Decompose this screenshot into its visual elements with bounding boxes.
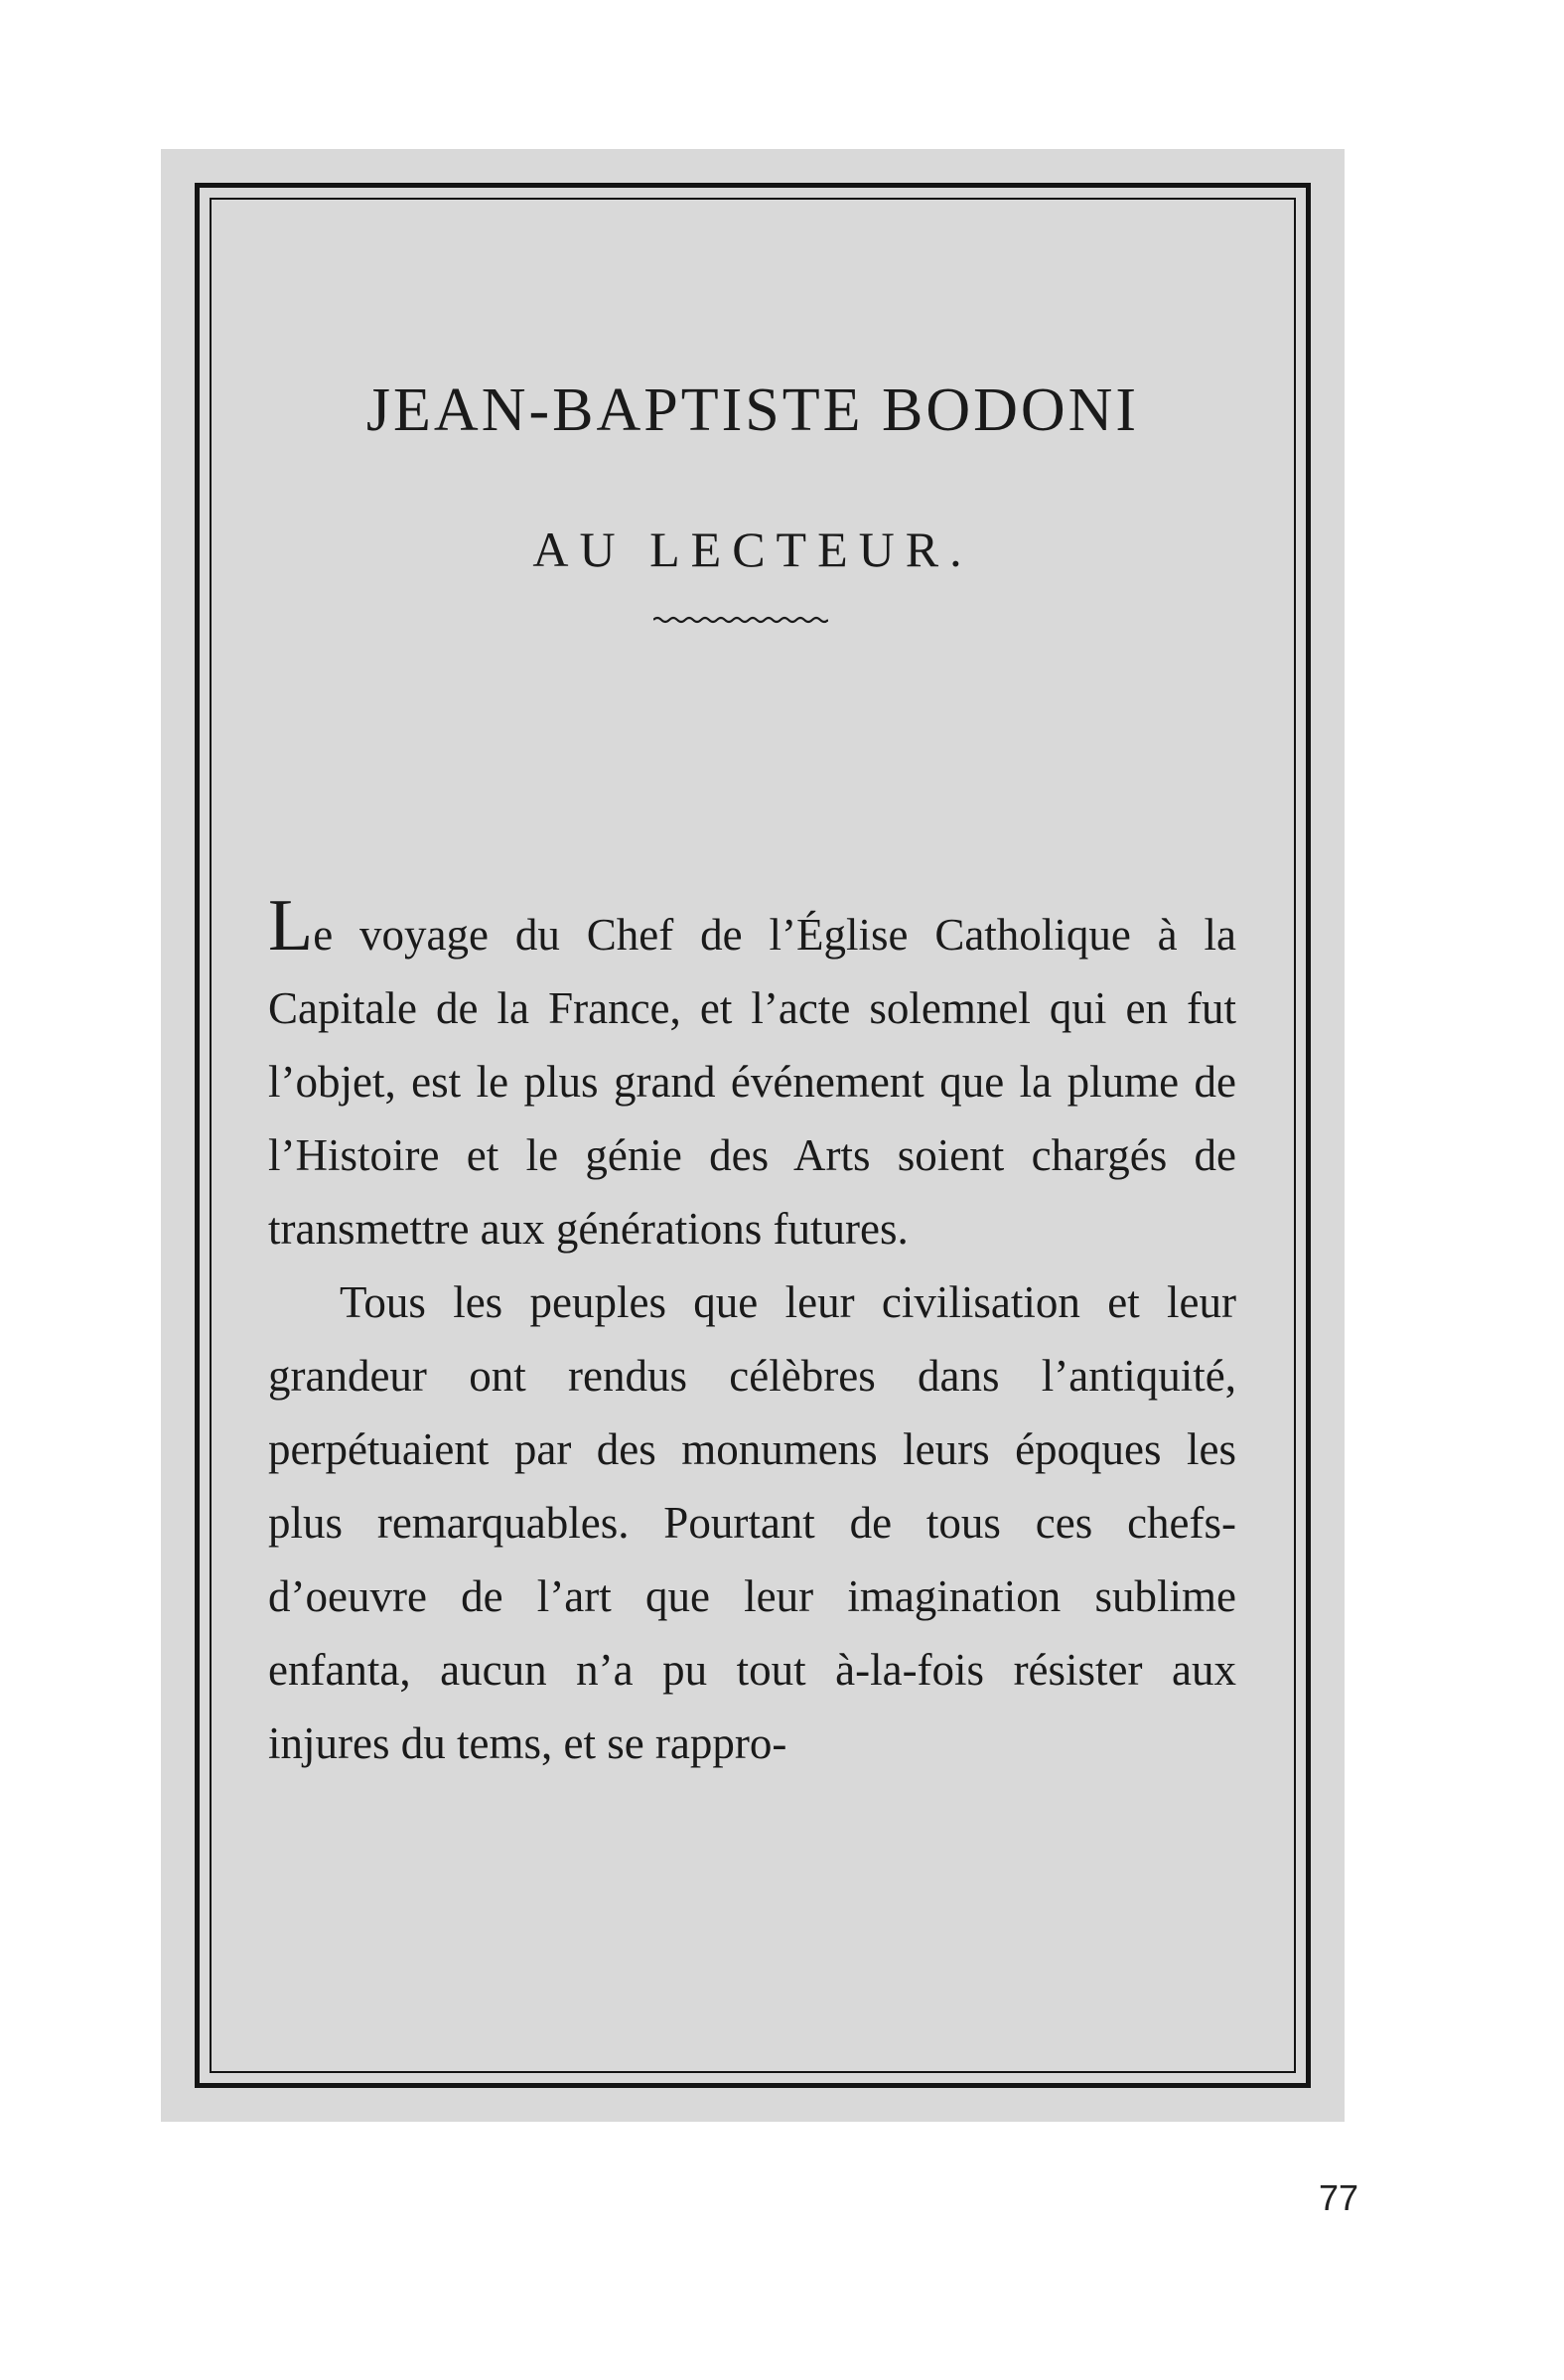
paragraph-1 <box>268 885 1236 1265</box>
page-title: JEAN-BAPTISTE BODONI <box>365 376 1140 444</box>
ornament-rule <box>653 614 828 624</box>
page-subtitle: AU LECTEUR. <box>532 521 973 577</box>
paragraph-2: Tous les peuples que leur civilisation et leur grandeur ont rendus célèbres dans l’antiquité, perpétuaient par des monumens leurs époques les plus remarquables. Pourtant de tous ces chefs-d’oeuvre de l’art que leur imagination sublime enfanta, aucun n’a pu tout à-la-fois résister aux injures du tems, et se rappro- <box>268 1277 1236 1768</box>
scanned-page <box>161 149 1345 2122</box>
paragraph-1-text: e voyage du Chef de l’Église Catholique à la Capitale de la France, et l’acte solemnel qui en fut l’objet, est le plus grand événement que la plume de l’Histoire et le génie des Arts soient chargés de transmettre aux générations futures. <box>268 910 1236 1254</box>
drop-cap: L <box>268 885 314 967</box>
page-number: 77 <box>1319 2177 1359 2218</box>
body-text <box>268 885 1236 1780</box>
